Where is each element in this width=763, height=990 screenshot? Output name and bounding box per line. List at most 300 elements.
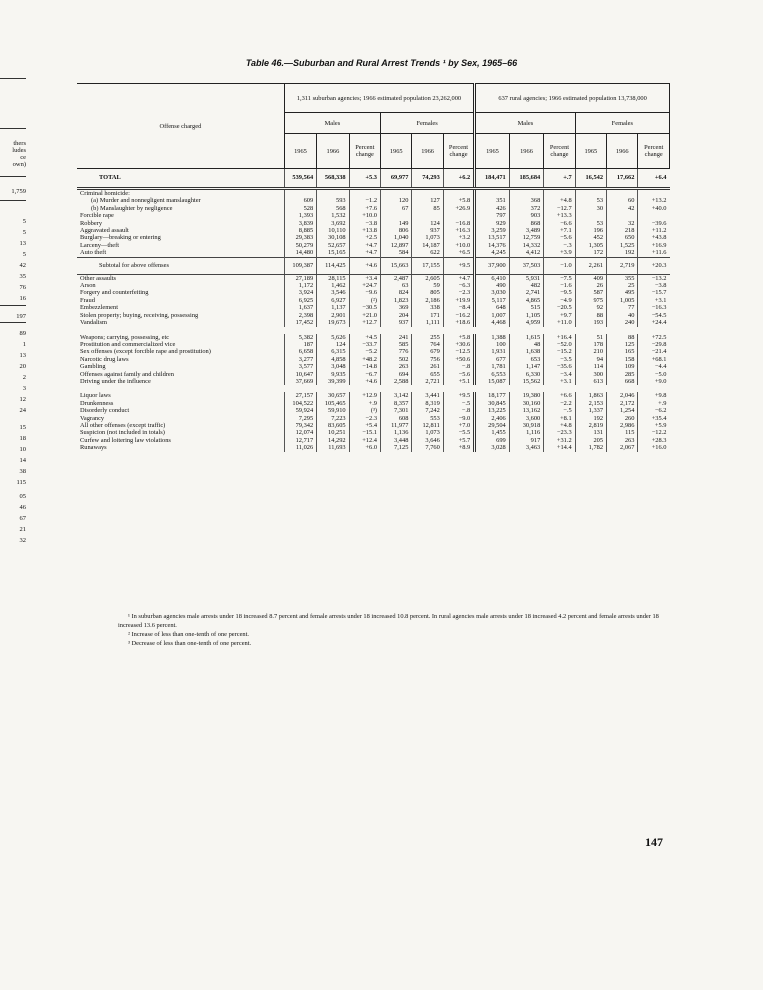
value-cell: +24.4 bbox=[638, 319, 670, 326]
value-cell: +8.9 bbox=[443, 444, 474, 451]
table-header bbox=[77, 84, 670, 169]
fragment-rule bbox=[0, 322, 26, 323]
value-cell: 18,177 bbox=[475, 392, 510, 399]
fragment-rule bbox=[0, 128, 26, 129]
value-cell: 12,897 bbox=[381, 242, 412, 249]
value-cell: +16.3 bbox=[443, 227, 474, 234]
value-cell: 5,382 bbox=[284, 334, 316, 341]
value-cell: 30,160 bbox=[509, 400, 544, 407]
offense-label: Burglary—breaking or entering bbox=[80, 234, 161, 242]
value-cell: 2,487 bbox=[381, 274, 412, 282]
value-cell: 149 bbox=[381, 220, 412, 227]
value-cell: 15,562 bbox=[509, 378, 544, 385]
value-cell: 1,931 bbox=[475, 348, 510, 355]
value-cell: 8,357 bbox=[381, 400, 412, 407]
value-cell: +5.4 bbox=[349, 422, 380, 429]
year-1965-header: 1965 bbox=[575, 134, 606, 169]
value-cell: 59,910 bbox=[317, 407, 349, 414]
value-cell: 4,865 bbox=[509, 297, 544, 304]
value-cell: 1,615 bbox=[509, 334, 544, 341]
value-cell: 3,028 bbox=[475, 444, 510, 451]
value-cell: 3,259 bbox=[475, 227, 510, 234]
value-cell: −15.2 bbox=[544, 348, 575, 355]
value-cell: 1,388 bbox=[475, 334, 510, 341]
value-cell: 650 bbox=[607, 234, 638, 241]
table-row bbox=[77, 429, 670, 436]
offense-label: Vagrancy bbox=[80, 414, 105, 422]
fragment-text: 38 bbox=[19, 468, 26, 475]
value-cell: −30.5 bbox=[349, 304, 380, 311]
value-cell: 15,663 bbox=[381, 257, 412, 274]
value-cell: 2,153 bbox=[575, 400, 606, 407]
value-cell: +20.3 bbox=[638, 257, 670, 274]
value-cell: 124 bbox=[317, 341, 349, 348]
value-cell: 609 bbox=[284, 197, 316, 204]
value-cell: 114,425 bbox=[317, 257, 349, 274]
value-cell: 8,885 bbox=[284, 227, 316, 234]
value-cell: 587 bbox=[575, 289, 606, 296]
value-cell: 2,986 bbox=[607, 422, 638, 429]
value-cell: +48.2 bbox=[349, 356, 380, 363]
value-cell: 40 bbox=[607, 312, 638, 319]
value-cell: 593 bbox=[317, 197, 349, 204]
value-cell: +26.9 bbox=[443, 205, 474, 212]
value-cell: 12,074 bbox=[284, 429, 316, 436]
value-cell: −23.3 bbox=[544, 429, 575, 436]
offense-label: Other assaults bbox=[80, 274, 117, 282]
value-cell bbox=[381, 212, 412, 219]
value-cell: +9.0 bbox=[638, 378, 670, 385]
value-cell: +16.0 bbox=[638, 444, 670, 451]
table-row bbox=[77, 189, 670, 198]
value-cell: 3,142 bbox=[381, 392, 412, 399]
value-cell: 937 bbox=[381, 319, 412, 326]
fragment-rule bbox=[0, 200, 26, 201]
value-cell: 39,399 bbox=[317, 378, 349, 385]
spacer-cell bbox=[77, 385, 670, 392]
value-cell: 2,719 bbox=[607, 257, 638, 274]
fragment-text: 42 bbox=[19, 262, 26, 269]
table-row bbox=[77, 378, 670, 385]
value-cell: 127 bbox=[412, 197, 443, 204]
year-1966-header: 1966 bbox=[607, 134, 638, 169]
value-cell: 3,577 bbox=[284, 363, 316, 370]
value-cell: 653 bbox=[509, 356, 544, 363]
value-cell: −2.3 bbox=[443, 289, 474, 296]
value-cell: +4.7 bbox=[349, 242, 380, 249]
year-1965-header: 1965 bbox=[381, 134, 412, 169]
value-cell: +8.1 bbox=[544, 415, 575, 422]
value-cell: 6,330 bbox=[509, 371, 544, 378]
value-cell: 1,007 bbox=[475, 312, 510, 319]
year-1966-header: 1966 bbox=[412, 134, 443, 169]
value-cell: 19,673 bbox=[317, 319, 349, 326]
value-cell: +5.1 bbox=[443, 378, 474, 385]
value-cell: 1,137 bbox=[317, 304, 349, 311]
value-cell: +21.0 bbox=[349, 312, 380, 319]
value-cell: −8.4 bbox=[443, 304, 474, 311]
value-cell: +50.6 bbox=[443, 356, 474, 363]
value-cell: 210 bbox=[575, 348, 606, 355]
value-cell: +4.8 bbox=[544, 197, 575, 204]
value-cell: +3.1 bbox=[638, 297, 670, 304]
value-cell: 2,261 bbox=[575, 257, 606, 274]
offense-label: Subtotal for above offenses bbox=[77, 257, 284, 274]
offense-label: Embezzlement bbox=[80, 304, 118, 312]
value-cell: 568,338 bbox=[317, 169, 349, 189]
value-cell: 2,588 bbox=[381, 378, 412, 385]
value-cell: +3.2 bbox=[443, 234, 474, 241]
value-cell bbox=[638, 212, 670, 219]
value-cell bbox=[509, 189, 544, 198]
value-cell: 3,839 bbox=[284, 220, 316, 227]
footnotes bbox=[118, 612, 670, 648]
value-cell: 1,305 bbox=[575, 242, 606, 249]
value-cell: 29,504 bbox=[475, 422, 510, 429]
value-cell: 42 bbox=[607, 205, 638, 212]
value-cell: +35.4 bbox=[638, 415, 670, 422]
value-cell: 1,172 bbox=[284, 282, 316, 289]
value-cell: +31.2 bbox=[544, 437, 575, 444]
offense-label: Fraud bbox=[80, 296, 95, 304]
value-cell: −14.8 bbox=[349, 363, 380, 370]
fragment-text: 20 bbox=[19, 363, 26, 370]
value-cell: 50,279 bbox=[284, 242, 316, 249]
value-cell: 482 bbox=[509, 282, 544, 289]
value-cell: 25 bbox=[607, 282, 638, 289]
value-cell: −6.3 bbox=[443, 282, 474, 289]
value-cell: −1.2 bbox=[349, 197, 380, 204]
value-cell: 37,669 bbox=[284, 378, 316, 385]
value-cell: 3,030 bbox=[475, 289, 510, 296]
value-cell: 6,658 bbox=[284, 348, 316, 355]
value-cell: +9.8 bbox=[638, 392, 670, 399]
value-cell: +14.4 bbox=[544, 444, 575, 451]
value-cell: 4,412 bbox=[509, 249, 544, 257]
offense-label: Curfew and loitering law violations bbox=[80, 436, 171, 444]
value-cell: −2.2 bbox=[544, 400, 575, 407]
value-cell: +5.8 bbox=[443, 197, 474, 204]
value-cell: 196 bbox=[575, 227, 606, 234]
offense-label: Stolen property; buying, receiving, possessing bbox=[80, 311, 199, 319]
fragment-text: 16 bbox=[19, 295, 26, 302]
value-cell bbox=[575, 212, 606, 219]
value-cell: 185,684 bbox=[509, 169, 544, 189]
value-cell: 2,721 bbox=[412, 378, 443, 385]
fragment-text: 89 bbox=[19, 330, 26, 337]
value-cell: +12.4 bbox=[349, 437, 380, 444]
table-row bbox=[77, 249, 670, 257]
table-row bbox=[77, 348, 670, 355]
table-row bbox=[77, 363, 670, 370]
table-row bbox=[77, 341, 670, 348]
value-cell: 1,254 bbox=[607, 407, 638, 414]
rural-males-header: Males bbox=[475, 113, 575, 134]
value-cell: 1,393 bbox=[284, 212, 316, 219]
offense-label: Criminal homicide: bbox=[80, 190, 130, 197]
value-cell: 2,067 bbox=[607, 444, 638, 451]
year-1965-header: 1965 bbox=[284, 134, 316, 169]
value-cell: −5.6 bbox=[544, 234, 575, 241]
value-cell: 975 bbox=[575, 297, 606, 304]
value-cell: 764 bbox=[412, 341, 443, 348]
value-cell: +11.2 bbox=[638, 227, 670, 234]
table-row bbox=[77, 220, 670, 227]
value-cell: 15,087 bbox=[475, 378, 510, 385]
fragment-text: 197 bbox=[16, 313, 26, 320]
value-cell: 14,376 bbox=[475, 242, 510, 249]
value-cell: +5.8 bbox=[443, 334, 474, 341]
value-cell: 26 bbox=[575, 282, 606, 289]
value-cell: 1,040 bbox=[381, 234, 412, 241]
offense-label: Offenses against family and children bbox=[80, 370, 174, 378]
value-cell: 608 bbox=[381, 415, 412, 422]
table-row bbox=[77, 227, 670, 234]
value-cell: −15.1 bbox=[349, 429, 380, 436]
value-cell: +18.6 bbox=[443, 319, 474, 326]
value-cell: 60 bbox=[607, 197, 638, 204]
value-cell: 338 bbox=[412, 304, 443, 311]
value-cell: 1,073 bbox=[412, 234, 443, 241]
value-cell: 369 bbox=[381, 304, 412, 311]
value-cell: 12,811 bbox=[412, 422, 443, 429]
value-cell: +16.4 bbox=[544, 334, 575, 341]
table-row bbox=[77, 282, 670, 289]
table-row bbox=[77, 212, 670, 219]
value-cell: +13.2 bbox=[638, 197, 670, 204]
value-cell: 2,046 bbox=[607, 392, 638, 399]
adjacent-page-fragment bbox=[0, 0, 30, 990]
value-cell: −5.5 bbox=[443, 429, 474, 436]
value-cell: +4.7 bbox=[349, 249, 380, 257]
value-cell: +3.1 bbox=[544, 378, 575, 385]
offense-label: Auto theft bbox=[80, 249, 107, 257]
value-cell: 10,110 bbox=[317, 227, 349, 234]
value-cell: 1,455 bbox=[475, 429, 510, 436]
value-cell: (³) bbox=[349, 407, 380, 414]
fragment-rule bbox=[0, 305, 26, 306]
value-cell: 7,301 bbox=[381, 407, 412, 414]
value-cell: 15,165 bbox=[317, 249, 349, 257]
value-cell: 125 bbox=[607, 341, 638, 348]
table-row bbox=[77, 334, 670, 341]
value-cell: +12.7 bbox=[349, 319, 380, 326]
table-row bbox=[77, 407, 670, 414]
table-row bbox=[77, 415, 670, 422]
value-cell: 3,924 bbox=[284, 289, 316, 296]
value-cell: 7,223 bbox=[317, 415, 349, 422]
value-cell: 12,759 bbox=[509, 234, 544, 241]
value-cell: 426 bbox=[475, 205, 510, 212]
value-cell: 14,292 bbox=[317, 437, 349, 444]
value-cell: +9.7 bbox=[544, 312, 575, 319]
offense-label: TOTAL bbox=[77, 169, 284, 189]
value-cell: 756 bbox=[412, 356, 443, 363]
value-cell bbox=[575, 189, 606, 198]
value-cell: −12.2 bbox=[638, 429, 670, 436]
value-cell: 3,646 bbox=[412, 437, 443, 444]
value-cell: 30,845 bbox=[475, 400, 510, 407]
value-cell: 59 bbox=[412, 282, 443, 289]
fragment-text: 5 bbox=[22, 218, 26, 225]
value-cell: 452 bbox=[575, 234, 606, 241]
table-row bbox=[77, 274, 670, 282]
fragment-text: 46 bbox=[19, 504, 26, 511]
percent-change-header: Percent change bbox=[638, 134, 670, 169]
value-cell: 53 bbox=[575, 220, 606, 227]
value-cell: 806 bbox=[381, 227, 412, 234]
value-cell: 668 bbox=[607, 378, 638, 385]
value-cell: 124 bbox=[412, 220, 443, 227]
value-cell: 622 bbox=[412, 249, 443, 257]
value-cell: 1,111 bbox=[412, 319, 443, 326]
value-cell: 27,189 bbox=[284, 274, 316, 282]
value-cell: 12,717 bbox=[284, 437, 316, 444]
value-cell: 6,410 bbox=[475, 274, 510, 282]
value-cell: 115 bbox=[607, 429, 638, 436]
value-cell: +4.6 bbox=[349, 257, 380, 274]
value-cell: +6.2 bbox=[443, 169, 474, 189]
fragment-text: 18 bbox=[19, 435, 26, 442]
value-cell: −3.8 bbox=[349, 220, 380, 227]
offense-label: Runaways bbox=[80, 444, 107, 452]
value-cell: 260 bbox=[607, 415, 638, 422]
table-title: Table 46.—Suburban and Rural Arrest Trends ¹ by Sex, 1965–66 bbox=[245, 58, 518, 68]
value-cell: 1,637 bbox=[284, 304, 316, 311]
value-cell: +24.7 bbox=[349, 282, 380, 289]
table-row bbox=[77, 371, 670, 378]
value-cell: 3,048 bbox=[317, 363, 349, 370]
value-cell: +9.5 bbox=[443, 392, 474, 399]
offense-label: Suspicion (not included in totals) bbox=[80, 429, 165, 437]
value-cell: 77 bbox=[607, 304, 638, 311]
value-cell: 30,657 bbox=[317, 392, 349, 399]
table-row bbox=[77, 289, 670, 296]
offense-label: Drunkenness bbox=[80, 399, 114, 407]
value-cell: 613 bbox=[575, 378, 606, 385]
offense-label: (b) Manslaughter by negligence bbox=[91, 204, 173, 212]
value-cell: 528 bbox=[284, 205, 316, 212]
value-cell: −52.0 bbox=[544, 341, 575, 348]
value-cell: 51 bbox=[575, 334, 606, 341]
value-cell: 3,546 bbox=[317, 289, 349, 296]
rural-group-header: 637 rural agencies; 1966 estimated population 13,738,000 bbox=[475, 84, 670, 113]
value-cell bbox=[607, 212, 638, 219]
value-cell: 172 bbox=[575, 249, 606, 257]
value-cell: −1.6 bbox=[544, 282, 575, 289]
value-cell: 903 bbox=[509, 212, 544, 219]
value-cell: 2,605 bbox=[412, 274, 443, 282]
fragment-text: 15 bbox=[19, 424, 26, 431]
value-cell: 48 bbox=[509, 341, 544, 348]
offense-label: Vandalism bbox=[80, 319, 107, 327]
value-cell: 1,136 bbox=[381, 429, 412, 436]
value-cell: +11.0 bbox=[544, 319, 575, 326]
value-cell: 14,480 bbox=[284, 249, 316, 257]
value-cell: −4.4 bbox=[638, 363, 670, 370]
offense-label: Forcible rape bbox=[80, 212, 114, 220]
value-cell: 5,931 bbox=[509, 274, 544, 282]
value-cell: 7,242 bbox=[412, 407, 443, 414]
value-cell: −12.7 bbox=[544, 205, 575, 212]
value-cell: 355 bbox=[607, 274, 638, 282]
value-cell: 6,925 bbox=[284, 297, 316, 304]
value-cell: 100 bbox=[475, 341, 510, 348]
value-cell: 79,342 bbox=[284, 422, 316, 429]
table-row bbox=[77, 437, 670, 444]
value-cell: −16.3 bbox=[638, 304, 670, 311]
value-cell: 192 bbox=[575, 415, 606, 422]
value-cell: 10,251 bbox=[317, 429, 349, 436]
value-cell: +6.6 bbox=[544, 392, 575, 399]
value-cell: −7.5 bbox=[544, 274, 575, 282]
value-cell: 3,463 bbox=[509, 444, 544, 451]
value-cell: 2,901 bbox=[317, 312, 349, 319]
value-cell: 4,468 bbox=[475, 319, 510, 326]
value-cell: −1.0 bbox=[544, 257, 575, 274]
value-cell: 368 bbox=[509, 197, 544, 204]
spacer-cell bbox=[77, 327, 670, 334]
table-row bbox=[77, 356, 670, 363]
value-cell: 205 bbox=[575, 437, 606, 444]
value-cell: 5,626 bbox=[317, 334, 349, 341]
suburban-females-header: Females bbox=[381, 113, 475, 134]
value-cell bbox=[544, 189, 575, 198]
value-cell: +.9 bbox=[638, 400, 670, 407]
value-cell: 88 bbox=[575, 312, 606, 319]
offense-label: Weapons; carrying, possessing, etc bbox=[80, 333, 170, 341]
value-cell: +30.6 bbox=[443, 341, 474, 348]
value-cell: 515 bbox=[509, 304, 544, 311]
value-cell: 372 bbox=[509, 205, 544, 212]
value-cell: 13,225 bbox=[475, 407, 510, 414]
fragment-text: 1,759 bbox=[11, 188, 26, 195]
value-cell: 648 bbox=[475, 304, 510, 311]
value-cell: −9.0 bbox=[443, 415, 474, 422]
spacer-row bbox=[77, 385, 670, 392]
suburban-group-header: 1,311 suburban agencies; 1966 estimated population 23,262,000 bbox=[284, 84, 474, 113]
value-cell: 2,741 bbox=[509, 289, 544, 296]
value-cell: −29.8 bbox=[638, 341, 670, 348]
value-cell: +10.0 bbox=[349, 212, 380, 219]
fragment-text: 21 bbox=[19, 526, 26, 533]
value-cell: 184,471 bbox=[475, 169, 510, 189]
fragment-rule bbox=[0, 176, 26, 177]
value-cell: 94 bbox=[575, 356, 606, 363]
offense-label: Narcotic drug laws bbox=[80, 355, 129, 363]
value-cell: 699 bbox=[475, 437, 510, 444]
value-cell: −13.2 bbox=[638, 274, 670, 282]
value-cell: 171 bbox=[412, 312, 443, 319]
value-cell: +.7 bbox=[544, 169, 575, 189]
value-cell: 27,157 bbox=[284, 392, 316, 399]
value-cell: +7.1 bbox=[544, 227, 575, 234]
value-cell: 1,116 bbox=[509, 429, 544, 436]
value-cell: 824 bbox=[381, 289, 412, 296]
value-cell: 187 bbox=[284, 341, 316, 348]
value-cell bbox=[475, 189, 510, 198]
value-cell: 351 bbox=[475, 197, 510, 204]
table-row bbox=[77, 297, 670, 304]
year-1966-header: 1966 bbox=[509, 134, 544, 169]
value-cell: +11.6 bbox=[638, 249, 670, 257]
value-cell: 11,026 bbox=[284, 444, 316, 451]
year-1966-header: 1966 bbox=[317, 134, 349, 169]
value-cell: 37,900 bbox=[475, 257, 510, 274]
table-row bbox=[77, 205, 670, 212]
value-cell: +5.3 bbox=[349, 169, 380, 189]
value-cell: −16.8 bbox=[443, 220, 474, 227]
